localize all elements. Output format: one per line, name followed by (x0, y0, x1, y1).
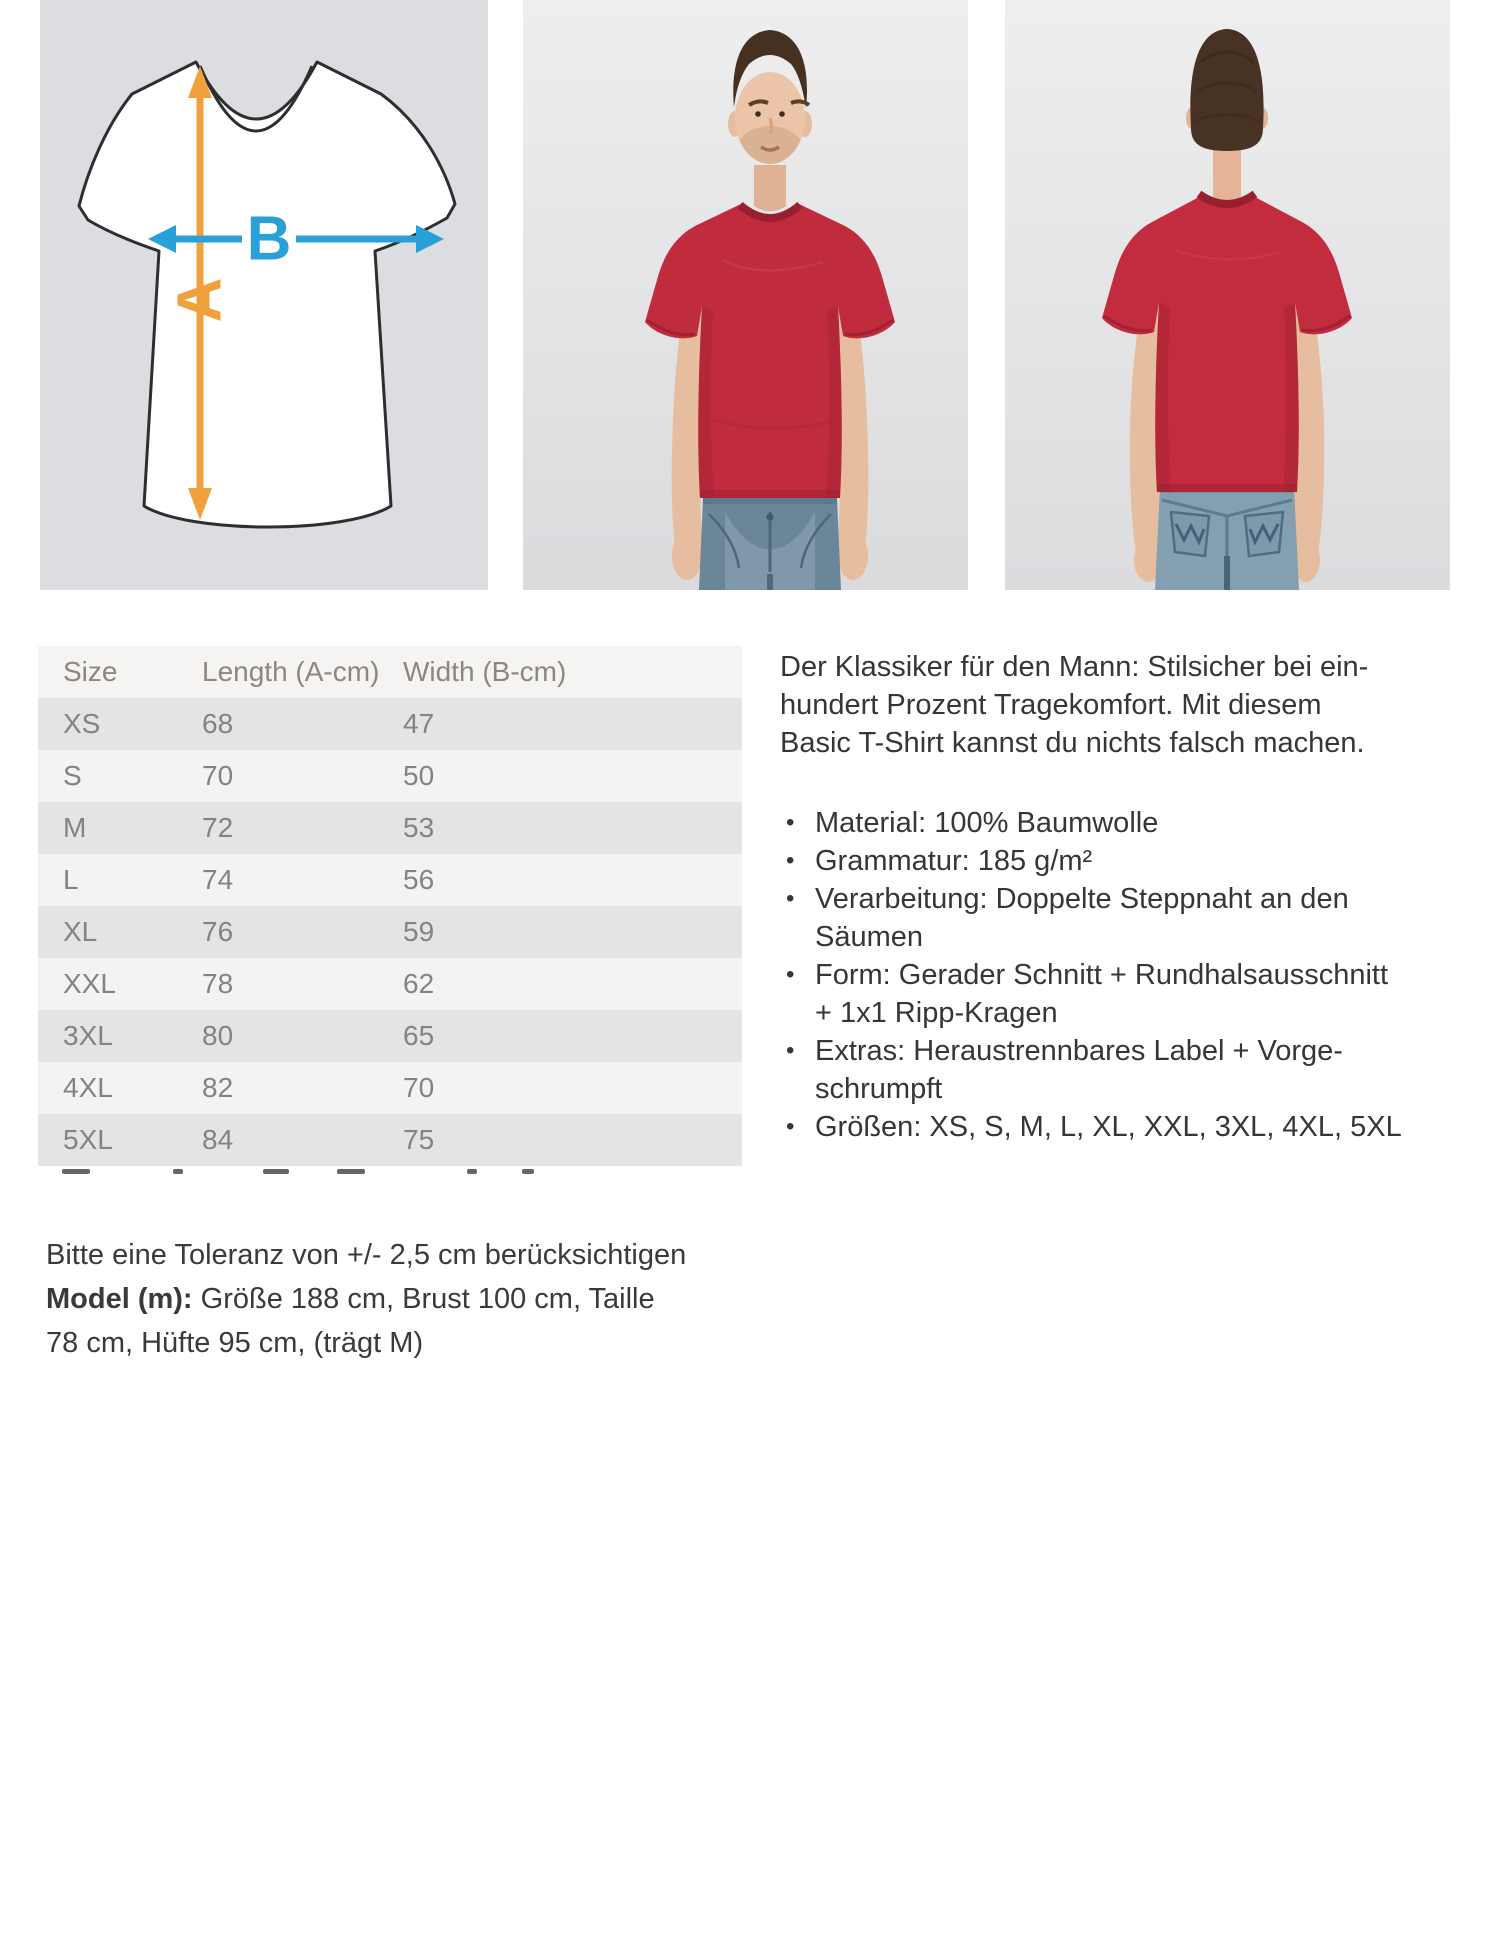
bullet-dot: • (786, 885, 795, 912)
spec-bullet-verarbeitung: • Verarbeitung: Doppelte Steppnaht an den Säumen (780, 880, 1480, 956)
model-back-image[interactable] (1005, 0, 1450, 590)
model-label: Model (m): (46, 1283, 193, 1315)
bullet-dot: • (786, 847, 795, 874)
bullet-dot: • (786, 809, 795, 836)
product-description (780, 646, 1480, 1146)
model-front-image[interactable] (523, 0, 968, 590)
size-row-4xl: 4XL 82 70 (38, 1062, 742, 1114)
length-col-header: Length (A-cm) (202, 646, 403, 698)
size-col-header: Size (38, 646, 202, 698)
size-table (38, 646, 742, 1166)
tolerance-note (46, 1233, 742, 1365)
size-row-s: S 70 50 (38, 750, 742, 802)
size-table-column (38, 646, 742, 1365)
size-table-header-row (38, 646, 742, 698)
spec-bullet-material: • Material: 100% Baumwolle (780, 804, 1480, 842)
spec-bullet-list (780, 804, 1480, 1146)
product-images-row (40, 0, 1496, 590)
model-info-rest: Größe 188 cm, Brust 100 cm, Taille (192, 1283, 655, 1315)
description-intro: Der Klassiker für den Mann: Stilsicher bei ein- hundert Prozent Tragekomfort. Mit diesem Basic T-Shirt kannst du nichts falsch machen. (780, 651, 1369, 759)
bullet-dot: • (786, 1113, 795, 1140)
model-info-line-2: 78 cm, Hüfte 95 cm, (trägt M) (46, 1327, 424, 1359)
diagram-label-b: B (246, 204, 292, 274)
model-info-line (46, 1277, 742, 1321)
size-row-xs: XS 68 47 (38, 698, 742, 750)
size-row-l: L 74 56 (38, 854, 742, 906)
bullet-dot: • (786, 961, 795, 988)
spec-bullet-groessen: • Größen: XS, S, M, L, XL, XXL, 3XL, 4XL, 5XL (780, 1108, 1480, 1146)
size-row-xxl: XXL 78 62 (38, 958, 742, 1010)
bullet-dot: • (786, 1037, 795, 1064)
spec-bullet-grammatur: • Grammatur: 185 g/m² (780, 842, 1480, 880)
size-row-m: M 72 53 (38, 802, 742, 854)
tolerance-line: Bitte eine Toleranz von +/- 2,5 cm berücksichtigen (46, 1239, 687, 1271)
clipped-row-fragment (38, 1168, 742, 1177)
diagram-label-a: A (165, 277, 235, 323)
size-diagram-image[interactable] (40, 0, 488, 590)
width-col-header: Width (B-cm) (403, 646, 742, 698)
size-row-3xl: 3XL 80 65 (38, 1010, 742, 1062)
details-section (0, 646, 1496, 1365)
size-row-xl: XL 76 59 (38, 906, 742, 958)
spec-bullet-form: • Form: Gerader Schnitt + Rundhalsausschnitt + 1x1 Ripp-Kragen (780, 956, 1480, 1032)
size-row-5xl: 5XL 84 75 (38, 1114, 742, 1166)
spec-bullet-extras: • Extras: Heraustrennbares Label + Vorge- schrumpft (780, 1032, 1480, 1108)
